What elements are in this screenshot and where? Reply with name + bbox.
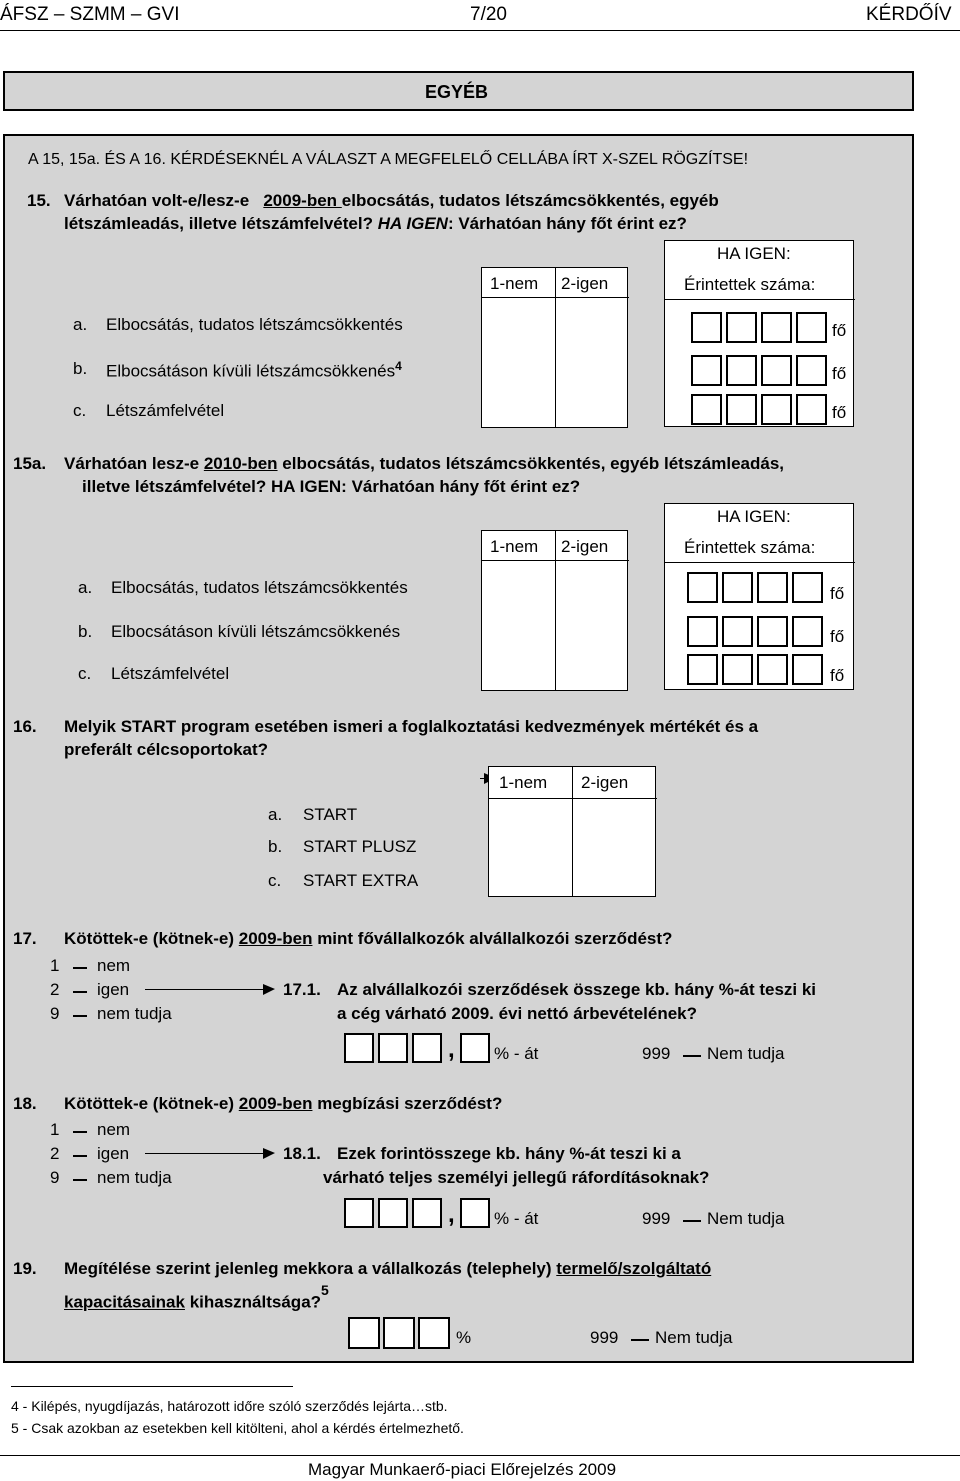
q15a-row-a-letter: a.	[78, 578, 93, 597]
q17-1-number: 17.1.	[283, 980, 321, 999]
q19-line1: Megítélése szerint jelenleg mekkora a vállalkozás (telephely) termelő/szolgáltató	[64, 1259, 712, 1278]
q15-c-unit: fő	[832, 403, 847, 422]
q19-digit-1[interactable]	[348, 1317, 380, 1349]
q15a-erintettek: Érintettek száma:	[684, 538, 816, 557]
q15-a-unit: fő	[832, 321, 847, 340]
page-number: 7/20	[470, 4, 507, 25]
q16-col-yes: 2-igen	[581, 773, 629, 792]
q19-digit-3[interactable]	[418, 1317, 450, 1349]
q17-opt2-label: igen	[97, 980, 130, 999]
section-title: EGYÉB	[425, 82, 489, 102]
q15-b-digit-3[interactable]	[761, 355, 792, 386]
q15a-b-unit: fő	[830, 627, 845, 646]
q15a-b-digit-3[interactable]	[757, 616, 788, 647]
q15a-answer-table	[481, 530, 628, 691]
q18-opt2-code[interactable]: 2	[50, 1144, 60, 1163]
q19-digit-2[interactable]	[383, 1317, 415, 1349]
q17-opt2-code[interactable]: 2	[50, 980, 60, 999]
q16-number: 16.	[13, 717, 37, 736]
q18-1-comma: ,	[448, 1201, 455, 1228]
q18-opt2-label: igen	[97, 1144, 130, 1163]
q17-1-line2: a cég várható 2009. évi nettó árbevételének?	[337, 1004, 698, 1023]
q18-1-code999[interactable]: 999	[642, 1209, 671, 1228]
q15-row-c-letter: c.	[73, 401, 87, 420]
q15-erintettek: Érintettek száma:	[684, 275, 816, 294]
q18-number: 18.	[13, 1094, 37, 1113]
q17-text: Kötöttek-e (kötnek-e) 2009-ben mint fővállalkozók alvállalkozói szerződést?	[64, 929, 673, 948]
q18-opt1-code[interactable]: 1	[50, 1120, 60, 1139]
q15-c-digit-4[interactable]	[796, 394, 827, 425]
q17-opt9-label: nem tudja	[97, 1004, 172, 1023]
q19-number: 19.	[13, 1259, 37, 1278]
q17-1-digit-1[interactable]	[344, 1033, 374, 1063]
q15-b-unit: fő	[832, 364, 847, 383]
q15a-b-digit-2[interactable]	[722, 616, 753, 647]
q15-b-digit-2[interactable]	[726, 355, 757, 386]
q15-number: 15.	[27, 191, 51, 210]
q17-opt9-code[interactable]: 9	[50, 1004, 60, 1023]
q18-1-number: 18.1.	[283, 1144, 321, 1163]
q16-row-b-letter: b.	[268, 837, 283, 856]
q15-a-digit-1[interactable]	[691, 312, 722, 343]
q15-c-digit-1[interactable]	[691, 394, 722, 425]
q15a-ha-igen: HA IGEN:	[717, 507, 791, 526]
q15a-row-b-letter: b.	[78, 622, 93, 641]
q18-arrow	[145, 1153, 273, 1154]
q17-1-decimal[interactable]	[460, 1033, 490, 1063]
q17-opt1-code[interactable]: 1	[50, 956, 60, 975]
q15a-b-digit-1[interactable]	[687, 616, 718, 647]
q17-1-comma: ,	[448, 1036, 455, 1063]
q15a-a-digit-4[interactable]	[792, 572, 823, 603]
q15a-a-unit: fő	[830, 584, 845, 603]
q17-1-digit-3[interactable]	[412, 1033, 442, 1063]
q18-opt9-code[interactable]: 9	[50, 1168, 60, 1187]
header-rule	[0, 30, 960, 31]
q16-row-a-letter: a.	[268, 805, 283, 824]
q17-1-pct: % - át	[494, 1044, 539, 1063]
q17-1-digit-2[interactable]	[378, 1033, 408, 1063]
q18-1-digit-3[interactable]	[412, 1198, 442, 1228]
q15-ha-igen: HA IGEN:	[717, 244, 791, 263]
q15a-row-b-text: Elbocsátáson kívüli létszámcsökkenés	[111, 622, 401, 641]
q15-row-a-text: Elbocsátás, tudatos létszámcsökkentés	[106, 315, 403, 334]
q18-1-digit-2[interactable]	[378, 1198, 408, 1228]
footer-text: Magyar Munkaerő-piaci Előrejelzés 2009	[308, 1460, 617, 1479]
q18-opt1-label: nem	[97, 1120, 131, 1139]
q17-number: 17.	[13, 929, 37, 948]
q15a-row-a-text: Elbocsátás, tudatos létszámcsökkentés	[111, 578, 408, 597]
q15a-c-unit: fő	[830, 666, 845, 685]
q18-opt9-label: nem tudja	[97, 1168, 172, 1187]
q16-line1: Melyik START program esetében ismeri a foglalkoztatási kedvezmények mértékét és a	[64, 717, 759, 736]
q15a-a-digit-1[interactable]	[687, 572, 718, 603]
q15-row-a-letter: a.	[73, 315, 88, 334]
q15a-c-digit-1[interactable]	[687, 654, 718, 685]
q16-row-c-text: START EXTRA	[303, 871, 419, 890]
q15-a-digit-3[interactable]	[761, 312, 792, 343]
q15-b-digit-4[interactable]	[796, 355, 827, 386]
q15-col-yes: 2-igen	[561, 274, 609, 293]
q16-col-no: 1-nem	[499, 773, 548, 792]
q18-1-nemtudja: Nem tudja	[707, 1209, 785, 1228]
q19-line2: kapacitásainak kihasználtsága?$^5$	[64, 1282, 329, 1312]
q16-row-c-letter: c.	[268, 871, 282, 890]
q18-1-line2: várható teljes személyi jellegű ráfordításoknak?	[323, 1168, 710, 1187]
q15-a-digit-2[interactable]	[726, 312, 757, 343]
q15-count-table	[664, 240, 854, 427]
q15a-number: 15a.	[13, 454, 47, 473]
q15a-line1: Várhatóan lesz-e 2010-ben elbocsátás, tudatos létszámcsökkentés, egyéb létszámleadás,	[64, 454, 785, 473]
q15-c-digit-3[interactable]	[761, 394, 792, 425]
q15a-count-table	[664, 503, 854, 690]
q15-c-digit-2[interactable]	[726, 394, 757, 425]
q18-1-pct: % - át	[494, 1209, 539, 1228]
q15-answer-table	[481, 267, 628, 428]
questionnaire-box	[3, 134, 914, 1363]
q17-opt1-label: nem	[97, 956, 131, 975]
q15-line2: létszámleadás, illetve létszámfelvétel? HA IGEN: Várhatóan hány főt érint ez?	[64, 214, 687, 233]
q15-row-b-text: Elbocsátáson kívüli létszámcsökkenés$^4$	[106, 359, 402, 381]
q17-1-code999[interactable]: 999	[642, 1044, 671, 1063]
q15a-c-digit-4[interactable]	[792, 654, 823, 685]
header-right: KÉRDŐÍV	[866, 4, 952, 25]
q15-row-b-letter: b.	[73, 359, 88, 378]
q15a-b-digit-4[interactable]	[792, 616, 823, 647]
q19-nemtudja: Nem tudja	[655, 1328, 733, 1347]
q15a-col-no: 1-nem	[490, 537, 539, 556]
q18-text: Kötöttek-e (kötnek-e) 2009-ben megbízási szerződést?	[64, 1094, 503, 1113]
q15a-row-c-letter: c.	[78, 664, 92, 683]
footnote-5: 5 - Csak azokban az esetekben kell kitölteni, ahol a kérdés értelmezhető.	[11, 1420, 464, 1436]
q15a-c-digit-2[interactable]	[722, 654, 753, 685]
q15a-a-digit-2[interactable]	[722, 572, 753, 603]
q19-pct: %	[456, 1328, 472, 1347]
q16-row-b-text: START PLUSZ	[303, 837, 417, 856]
instruction: A 15, 15a. ÉS A 16. KÉRDÉSEKNÉL A VÁLASZT A MEGFELELŐ CELLÁBA ÍRT X-SZEL RÖGZÍTSE!	[28, 151, 749, 168]
q15-col-no: 1-nem	[490, 274, 539, 293]
q18-1-digit-1[interactable]	[344, 1198, 374, 1228]
q15a-row-c-text: Létszámfelvétel	[111, 664, 230, 683]
footer-rule	[0, 1455, 960, 1456]
q16-row-a-text: START	[303, 805, 358, 824]
q15a-c-digit-3[interactable]	[757, 654, 788, 685]
header-left: ÁFSZ – SZMM – GVI	[0, 4, 180, 25]
q16-answer-table	[488, 766, 656, 897]
q15-row-c-text: Létszámfelvétel	[106, 401, 225, 420]
q17-1-nemtudja: Nem tudja	[707, 1044, 785, 1063]
q18-1-line1: Ezek forintösszege kb. hány %-át teszi ki a	[337, 1144, 681, 1163]
q16-line2: preferált célcsoportokat?	[64, 740, 269, 759]
q15-b-digit-1[interactable]	[691, 355, 722, 386]
footnote-rule	[11, 1386, 293, 1387]
section-title-box	[3, 71, 914, 111]
q15a-a-digit-3[interactable]	[757, 572, 788, 603]
q18-1-decimal[interactable]	[460, 1198, 490, 1228]
q15a-col-yes: 2-igen	[561, 537, 609, 556]
q15a-line2: illetve létszámfelvétel? HA IGEN: Várhatóan hány főt érint ez?	[82, 477, 581, 496]
q19-code999[interactable]: 999	[590, 1328, 619, 1347]
q15-line1: Várhatóan volt-e/lesz-e 2009-ben elbocsátás, tudatos létszámcsökkentés, egyéb	[64, 191, 719, 210]
footnote-4: 4 - Kilépés, nyugdíjazás, határozott időre szóló szerződés lejárta…stb.	[11, 1398, 448, 1414]
q15-a-digit-4[interactable]	[796, 312, 827, 343]
q17-arrow	[145, 989, 273, 990]
q17-1-line1: Az alvállalkozói szerződések összege kb. hány %-át teszi ki	[337, 980, 817, 999]
